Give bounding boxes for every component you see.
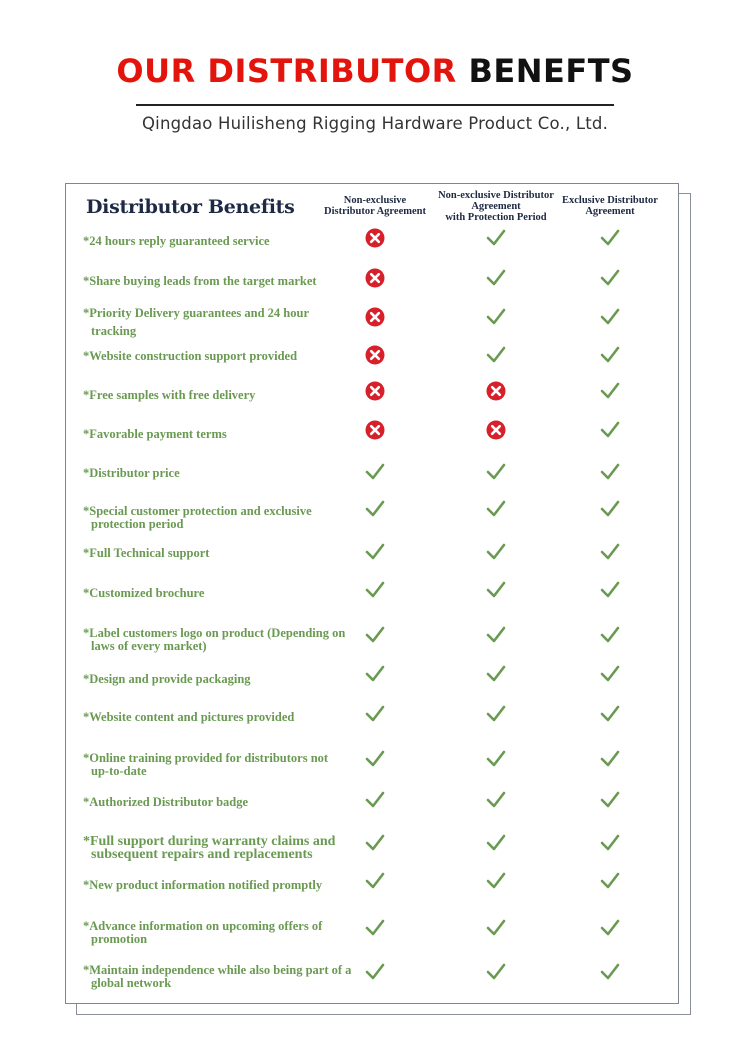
check-icon xyxy=(365,580,385,600)
check-icon xyxy=(486,345,506,365)
check-icon xyxy=(600,833,620,853)
column-header-2 xyxy=(434,190,558,223)
cross-icon xyxy=(365,268,385,288)
benefit-label xyxy=(83,587,353,600)
check-icon xyxy=(486,833,506,853)
check-icon xyxy=(600,381,620,401)
check-icon xyxy=(486,871,506,891)
check-icon xyxy=(486,542,506,562)
benefit-label xyxy=(83,505,353,531)
check-icon xyxy=(486,625,506,645)
column-header-line: Non-exclusive Distributor xyxy=(438,190,554,201)
benefit-label-line: *Priority Delivery guarantees and 24 hour xyxy=(83,306,310,320)
check-icon xyxy=(600,542,620,562)
column-header-line: Non-exclusive xyxy=(343,195,407,206)
check-icon xyxy=(486,580,506,600)
check-icon xyxy=(365,749,385,769)
headline-divider xyxy=(136,104,614,106)
benefit-label-line: promotion xyxy=(91,932,148,946)
column-header-1 xyxy=(313,195,437,217)
benefit-label xyxy=(83,711,353,724)
check-icon xyxy=(600,749,620,769)
benefit-label xyxy=(83,920,353,946)
benefit-label xyxy=(83,350,353,363)
check-icon xyxy=(600,704,620,724)
benefit-label-line: *Full Technical support xyxy=(83,546,210,560)
benefit-label xyxy=(83,835,353,861)
check-icon xyxy=(486,962,506,982)
benefit-label-line: *Free samples with free delivery xyxy=(83,388,256,402)
check-icon xyxy=(600,307,620,327)
column-header-line: Exclusive Distributor xyxy=(562,195,658,206)
column-header-3 xyxy=(548,195,672,217)
column-header-line: Distributor Agreement xyxy=(324,206,426,217)
check-icon xyxy=(365,833,385,853)
benefit-label xyxy=(83,389,353,402)
check-icon xyxy=(365,625,385,645)
benefit-label xyxy=(83,547,353,560)
check-icon xyxy=(486,664,506,684)
check-icon xyxy=(600,345,620,365)
benefit-label-line: *24 hours reply guaranteed service xyxy=(83,234,270,248)
cross-icon xyxy=(365,381,385,401)
benefit-label-line: *Website construction support provided xyxy=(83,349,298,363)
column-header-line: with Protection Period xyxy=(445,212,547,223)
check-icon xyxy=(600,918,620,938)
benefit-label xyxy=(83,235,353,248)
page-headline xyxy=(0,52,750,90)
check-icon xyxy=(600,228,620,248)
check-icon xyxy=(600,790,620,810)
benefit-label-line: *Distributor price xyxy=(83,466,180,480)
check-icon xyxy=(486,918,506,938)
benefit-label-line: *Special customer protection and exclusive xyxy=(83,504,312,518)
benefit-label xyxy=(83,467,353,480)
benefit-label-line: *Online training provided for distributors not xyxy=(83,751,329,765)
benefit-label xyxy=(83,307,353,338)
check-icon xyxy=(600,871,620,891)
cross-icon xyxy=(365,307,385,327)
check-icon xyxy=(486,499,506,519)
check-icon xyxy=(600,268,620,288)
check-icon xyxy=(486,228,506,248)
check-icon xyxy=(600,580,620,600)
check-icon xyxy=(486,307,506,327)
check-icon xyxy=(365,499,385,519)
benefit-label-line: *Website content and pictures provided xyxy=(83,710,295,724)
benefit-label xyxy=(83,752,353,778)
check-icon xyxy=(600,420,620,440)
benefit-label xyxy=(83,879,353,892)
check-icon xyxy=(365,918,385,938)
cross-icon xyxy=(486,381,506,401)
check-icon xyxy=(600,499,620,519)
benefit-label-line: *Share buying leads from the target market xyxy=(83,274,317,288)
benefit-label-line: *Favorable payment terms xyxy=(83,427,227,441)
column-header-line: Agreement xyxy=(471,201,521,212)
check-icon xyxy=(600,664,620,684)
benefit-label xyxy=(83,627,353,653)
benefit-label xyxy=(83,428,353,441)
benefit-label-line: *Advance information on upcoming offers of xyxy=(83,919,323,933)
benefit-label-line: *Customized brochure xyxy=(83,586,205,600)
benefit-label xyxy=(83,796,353,809)
check-icon xyxy=(486,790,506,810)
check-icon xyxy=(365,790,385,810)
check-icon xyxy=(365,962,385,982)
benefit-label xyxy=(83,673,353,686)
cross-icon xyxy=(365,228,385,248)
sheet-title: Distributor Benefits xyxy=(86,196,295,218)
check-icon xyxy=(365,462,385,482)
cross-icon xyxy=(365,345,385,365)
benefit-label-line: protection period xyxy=(91,517,184,531)
benefit-label-line: *New product information notified promptly xyxy=(83,878,323,892)
headline-black-part: BENEFTS xyxy=(468,52,634,90)
benefit-label-line: *Label customers logo on product (Depending on xyxy=(83,626,346,640)
check-icon xyxy=(600,462,620,482)
benefit-label-line: tracking xyxy=(91,324,137,338)
check-icon xyxy=(486,749,506,769)
check-icon xyxy=(365,704,385,724)
benefit-label-line: subsequent repairs and replacements xyxy=(91,847,313,862)
check-icon xyxy=(365,542,385,562)
check-icon xyxy=(600,962,620,982)
cross-icon xyxy=(365,420,385,440)
check-icon xyxy=(486,462,506,482)
benefit-label-line: *Authorized Distributor badge xyxy=(83,795,249,809)
cross-icon xyxy=(486,420,506,440)
benefit-label-line: laws of every market) xyxy=(91,639,207,653)
benefit-label-line: *Full support during warranty claims and xyxy=(83,834,336,849)
check-icon xyxy=(365,664,385,684)
benefit-label-line: global network xyxy=(91,976,172,990)
benefit-label-line: *Design and provide packaging xyxy=(83,672,251,686)
benefit-label xyxy=(83,964,353,990)
company-subtitle: Qingdao Huilisheng Rigging Hardware Product Co., Ltd. xyxy=(141,114,609,133)
benefit-label-line: up-to-date xyxy=(91,764,147,778)
check-icon xyxy=(486,268,506,288)
check-icon xyxy=(600,625,620,645)
benefit-label xyxy=(83,275,353,288)
check-icon xyxy=(486,704,506,724)
headline-red-part: OUR DISTRIBUTOR xyxy=(116,52,457,90)
check-icon xyxy=(365,871,385,891)
column-header-line: Agreement xyxy=(585,206,635,217)
benefits-sheet xyxy=(65,183,679,1004)
benefit-label-line: *Maintain independence while also being part of a xyxy=(83,963,352,977)
